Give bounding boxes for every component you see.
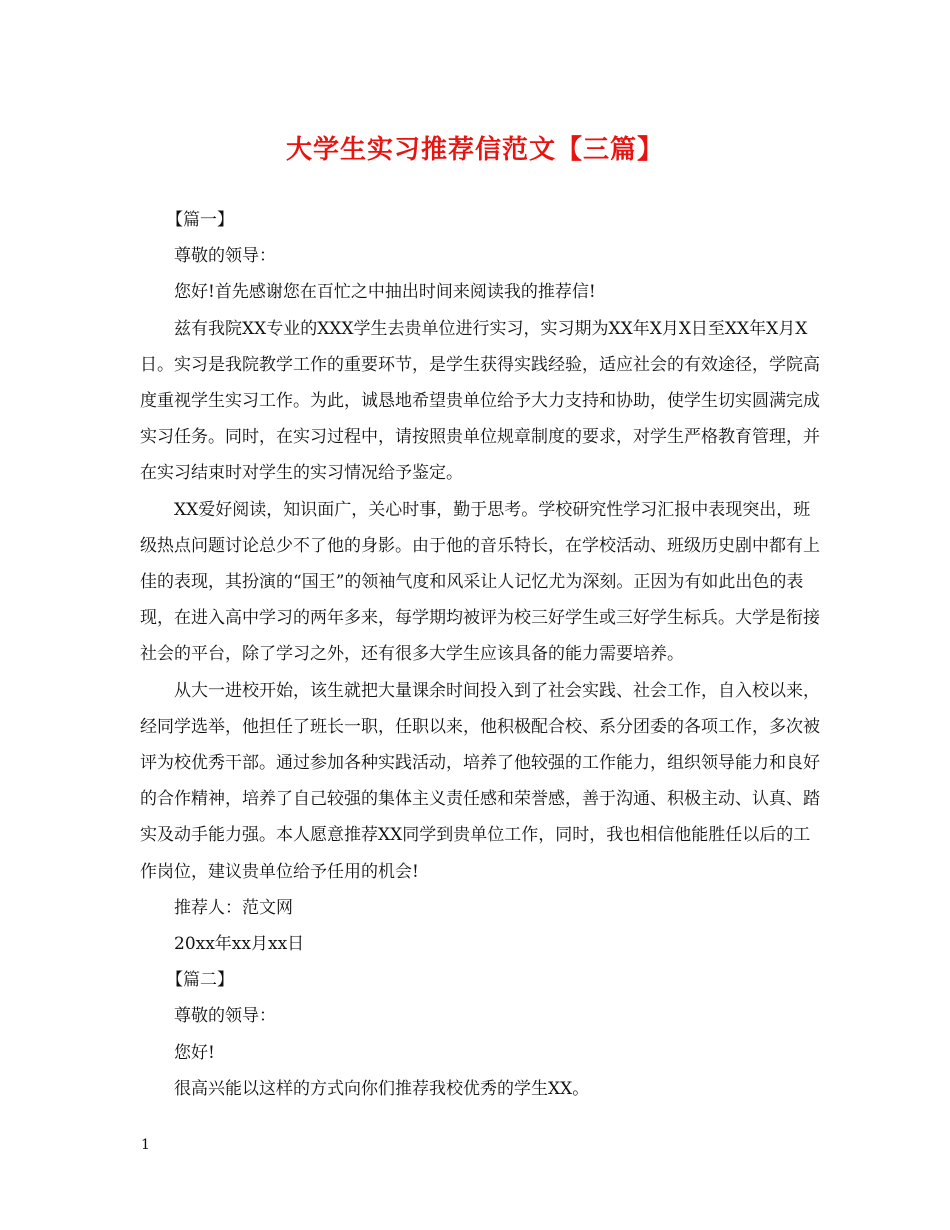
page-number: 1	[141, 1137, 150, 1153]
section-header-1: 【篇一】	[166, 210, 234, 230]
document-title: 大学生实习推荐信范文【三篇】	[285, 135, 664, 165]
greeting: 您好!	[174, 1042, 215, 1063]
recommender-line: 推荐人：范文网	[174, 897, 293, 918]
greeting: 您好!首先感谢您在百忙之中抽出时间来阅读我的推荐信!	[174, 282, 596, 303]
body-paragraph: 从大一进校开始，该生就把大量课余时间投入到了社会实践、社会工作，自入校以来，经同学选举，他担任了班长一职，任职以来，他积极配合校、系分团委的各项工作，多次被评为校优秀干部。通过参加各种实践活动，培养了他较强的工作能力，组织领导能力和良好的合作精神，培养了自己较强的集体主义责任感和荣誉感，善于沟通、积极主动、认真、踏实及动手能力强。本人愿意推荐XX同学到贵单位工作，同时，我也相信他能胜任以后的工作岗位，建议贵单位给予任用的机会!	[140, 680, 820, 882]
body-paragraph: 很高兴能以这样的方式向你们推荐我校优秀的学生XX。	[174, 1078, 590, 1099]
date-line: 20xx年xx月xx日	[174, 934, 305, 955]
document-body	[140, 202, 820, 1107]
body-paragraph: XX爱好阅读，知识面广，关心时事，勤于思考。学校研究性学习汇报中表现突出，班级热点问题讨论总少不了他的身影。由于他的音乐特长，在学校活动、班级历史剧中都有上佳的表现，其扮演的“国王”的领袖气度和风采让人记忆尤为深刻。正因为有如此出色的表现，在进入高中学习的两年多来，每学期均被评为校三好学生或三好学生标兵。大学是衔接社会的平台，除了学习之外，还有很多大学生应该具备的能力需要培养。	[140, 499, 820, 665]
body-paragraph: 兹有我院XX专业的XXX学生去贵单位进行实习，实习期为XX年X月X日至XX年X月X日。实习是我院教学工作的重要环节，是学生获得实践经验，适应社会的有效途径，学院高度重视学生实习工作。为此，诚恳地希望贵单位给予大力支持和协助，使学生切实圆满完成实习任务。同时，在实习过程中，请按照贵单位规章制度的要求，对学生严格教育管理，并在实习结束时对学生的实习情况给予鉴定。	[140, 318, 820, 484]
salutation: 尊敬的领导：	[174, 246, 276, 267]
salutation: 尊敬的领导：	[174, 1006, 276, 1027]
section-header-2: 【篇二】	[166, 970, 234, 991]
